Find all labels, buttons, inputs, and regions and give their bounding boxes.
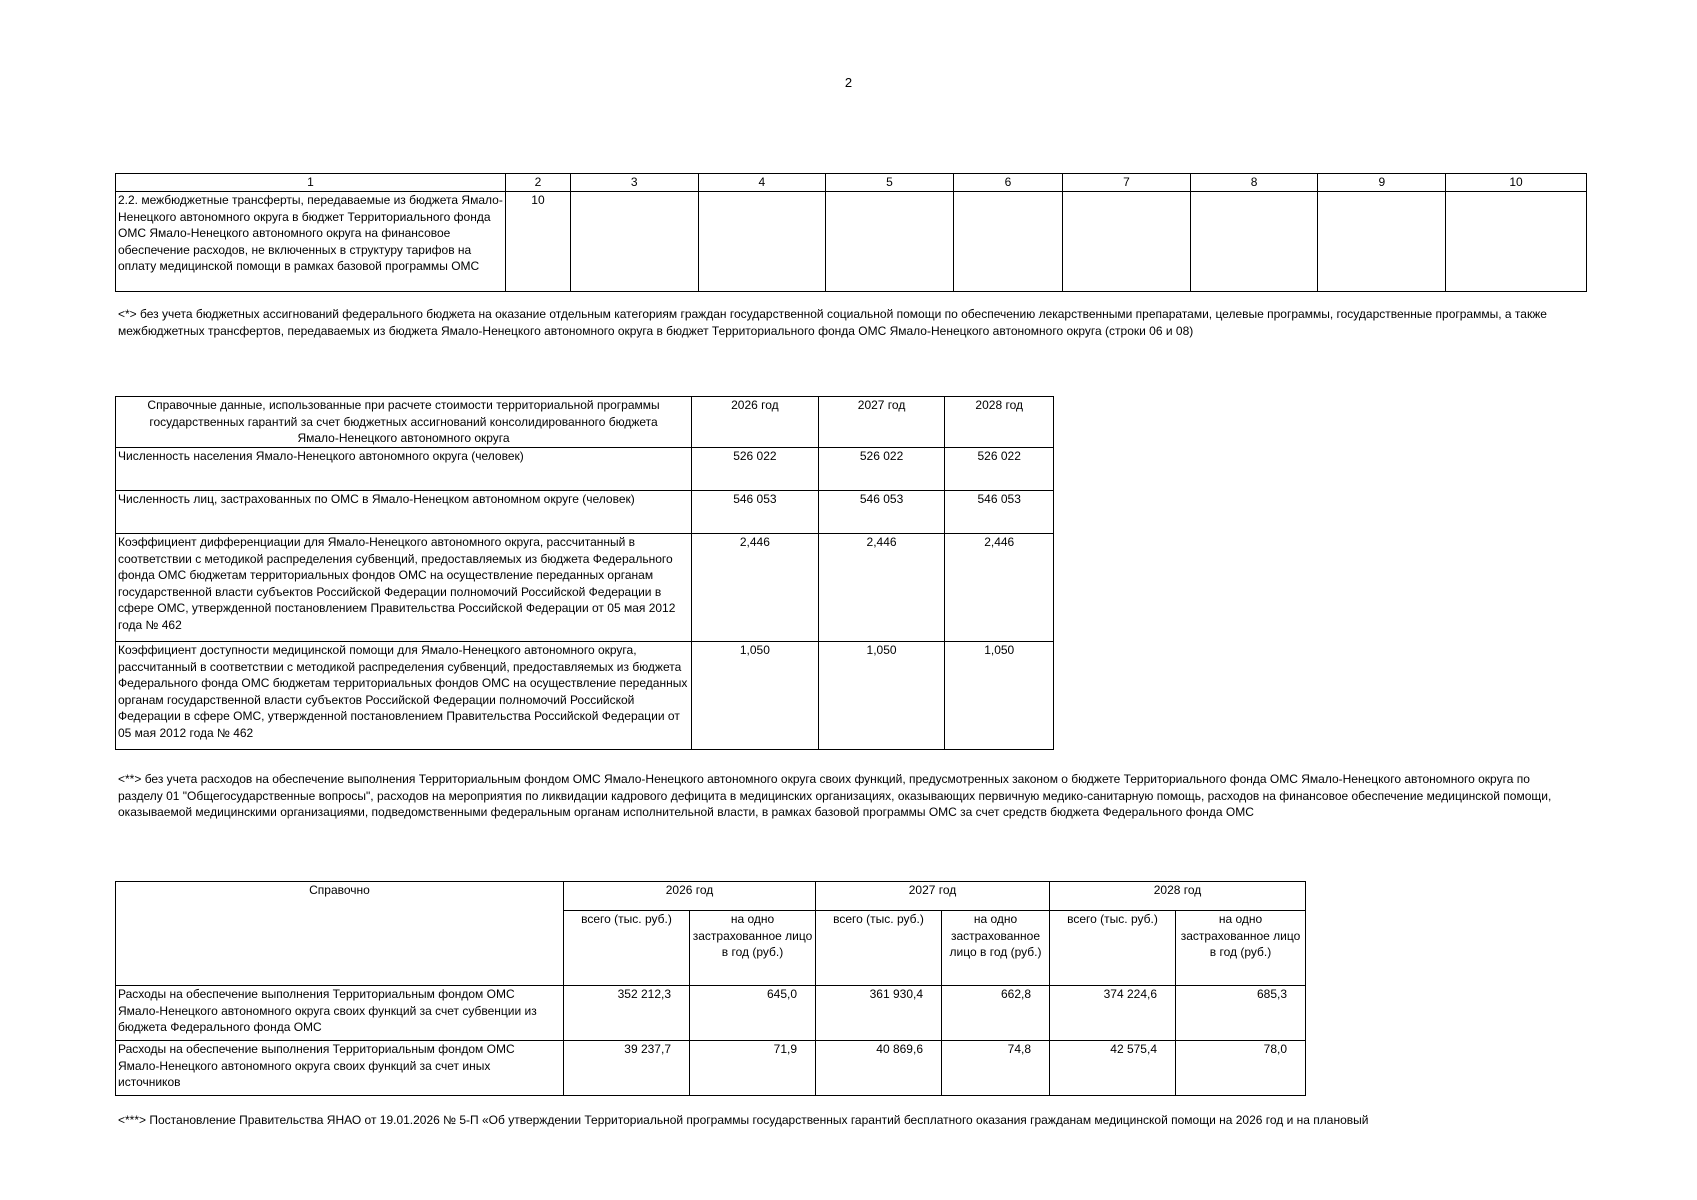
value-cell: 71,9: [690, 1041, 816, 1096]
reference-data-table: [115, 396, 1054, 750]
empty-cell: [698, 192, 826, 292]
year-header: 2028 год: [1050, 882, 1306, 911]
subheader-per-person: на одно застрахованное лицо в год (руб.): [942, 911, 1050, 986]
value-cell: 78,0: [1176, 1041, 1306, 1096]
footnote-2: <**> без учета расходов на обеспечение выполнения Территориальным фондом ОМС Ямало-Ненецкого автономного округа своих функций, предусмотренных законом о бюджете Территориального фонда ОМС Ямало-Ненецкого автономного округа по разделу 01 "Общегосударственные вопросы", расходов на мероприятия по ликвидации кадрового дефицита в медицинских организациях, оказывающих первичную медико-санитарную помощь, расходов на финансовое обеспечение медицинской помощи, оказываемой медицинскими организациями, подведомственными федеральным органам исполнительной власти, в рамках базовой программы ОМС за счет средств бюджета Федерального фонда ОМС: [118, 772, 1552, 819]
value-cell: 662,8: [942, 986, 1050, 1041]
value-cell: 546 053: [692, 491, 819, 534]
subheader-total: всего (тыс. руб.): [564, 911, 690, 986]
row-label: Численность населения Ямало-Ненецкого автономного округа (человек): [116, 448, 692, 491]
row-label: Расходы на обеспечение выполнения Территориальным фондом ОМС Ямало-Ненецкого автономного округа своих функций за счет иных источников: [116, 1041, 564, 1096]
column-number: 9: [1318, 174, 1446, 192]
page-number: 2: [844, 75, 853, 90]
row-code: 10: [506, 192, 571, 292]
value-cell: 1,050: [945, 642, 1054, 750]
value-cell: 526 022: [945, 448, 1054, 491]
value-cell: 1,050: [692, 642, 819, 750]
value-cell: 40 869,6: [816, 1041, 942, 1096]
table-row: [116, 534, 1054, 642]
year-header: 2027 год: [818, 397, 945, 448]
table-header-label: Справочно: [116, 882, 564, 986]
empty-cell: [1190, 192, 1318, 292]
subheader-total: всего (тыс. руб.): [1050, 911, 1176, 986]
administrative-expenses-table: [115, 881, 1306, 1096]
row-label: Расходы на обеспечение выполнения Территориальным фондом ОМС Ямало-Ненецкого автономного округа своих функций за счет субвенции из бюджета Федерального фонда ОМС: [116, 986, 564, 1041]
empty-cell: [1063, 192, 1191, 292]
empty-cell: [953, 192, 1062, 292]
column-number: 4: [698, 174, 826, 192]
table-row: [116, 1041, 1306, 1096]
empty-cell: [1446, 192, 1587, 292]
subheader-per-person: на одно застрахованное лицо в год (руб.): [1176, 911, 1306, 986]
row-label: 2.2. межбюджетные трансферты, передаваемые из бюджета Ямало-Ненецкого автономного округа в бюджет Территориального фонда ОМС Ямало-Ненецкого автономного округа на финансовое обеспечение расходов, не включенных в структуру тарифов на оплату медицинской помощи в рамках базовой программы ОМС: [116, 192, 506, 292]
year-header-row: [116, 882, 1306, 911]
table-row: [116, 192, 1587, 292]
table-row: [116, 448, 1054, 491]
footnote-1: <*> без учета бюджетных ассигнований федерального бюджета на оказание отдельным категориям граждан государственной социальной помощи по обеспечению лекарственными препаратами, целевые программы, государственные программы, а также межбюджетных трансфертов, передаваемых из бюджета Ямало-Ненецкого автономного округа в бюджет Территориального фонда ОМС Ямало-Ненецкого автономного округа (строки 06 и 08): [118, 307, 1547, 338]
row-label: Коэффициент дифференциации для Ямало-Ненецкого автономного округа, рассчитанный в соответствии с методикой распределения субвенций, предоставляемых из бюджета Федерального фонда ОМС бюджетам территориальных фондов ОМС на осуществление переданных органам государственной власти субъектов Российской Федерации полномочий Российской Федерации в сфере ОМС, утвержденной постановлением Правительства Российской Федерации от 05 мая 2012 года № 462: [116, 534, 692, 642]
value-cell: 2,446: [945, 534, 1054, 642]
value-cell: 42 575,4: [1050, 1041, 1176, 1096]
value-cell: 2,446: [818, 534, 945, 642]
column-number: 5: [826, 174, 954, 192]
value-cell: 1,050: [818, 642, 945, 750]
table-header-row: [116, 397, 1054, 448]
financing-table-continuation: [115, 173, 1587, 292]
table-row: [116, 986, 1306, 1041]
column-number: 1: [116, 174, 506, 192]
year-header: 2026 год: [692, 397, 819, 448]
year-header: 2027 год: [816, 882, 1050, 911]
column-number: 2: [506, 174, 571, 192]
value-cell: 685,3: [1176, 986, 1306, 1041]
value-cell: 74,8: [942, 1041, 1050, 1096]
row-label: Численность лиц, застрахованных по ОМС в Ямало-Ненецком автономном округе (человек): [116, 491, 692, 534]
value-cell: 546 053: [818, 491, 945, 534]
value-cell: 352 212,3: [564, 986, 690, 1041]
year-header: 2028 год: [945, 397, 1054, 448]
value-cell: 361 930,4: [816, 986, 942, 1041]
subheader-total: всего (тыс. руб.): [816, 911, 942, 986]
column-number: 6: [953, 174, 1062, 192]
value-cell: 2,446: [692, 534, 819, 642]
table-row: [116, 642, 1054, 750]
empty-cell: [1318, 192, 1446, 292]
row-label: Коэффициент доступности медицинской помощи для Ямало-Ненецкого автономного округа, рассчитанный в соответствии с методикой распределения субвенций, предоставляемых из бюджета Федерального фонда ОМС бюджетам территориальных фондов ОМС на осуществление переданных органам государственной власти субъектов Российской Федерации полномочий Российской Федерации в сфере ОМС, утвержденной постановлением Правительства Российской Федерации от 05 мая 2012 года № 462: [116, 642, 692, 750]
column-number: 7: [1063, 174, 1191, 192]
column-number: 10: [1446, 174, 1587, 192]
value-cell: 645,0: [690, 986, 816, 1041]
empty-cell: [570, 192, 698, 292]
table-header-label: Справочные данные, использованные при расчете стоимости территориальной программы государственных гарантий за счет бюджетных ассигнований консолидированного бюджета Ямало-Ненецкого автономного округа: [116, 397, 692, 448]
value-cell: 526 022: [692, 448, 819, 491]
column-number: 8: [1190, 174, 1318, 192]
column-number: 3: [570, 174, 698, 192]
column-number-row: [116, 174, 1587, 192]
year-header: 2026 год: [564, 882, 816, 911]
value-cell: 39 237,7: [564, 1041, 690, 1096]
subheader-per-person: на одно застрахованное лицо в год (руб.): [690, 911, 816, 986]
footnote-3: <***> Постановление Правительства ЯНАО от 19.01.2026 № 5-П «Об утверждении Территориальной программы государственных гарантий бесплатного оказания гражданам медицинской помощи на 2026 год и на плановый: [118, 1113, 1369, 1127]
value-cell: 374 224,6: [1050, 986, 1176, 1041]
table-row: [116, 491, 1054, 534]
empty-cell: [826, 192, 954, 292]
value-cell: 526 022: [818, 448, 945, 491]
value-cell: 546 053: [945, 491, 1054, 534]
